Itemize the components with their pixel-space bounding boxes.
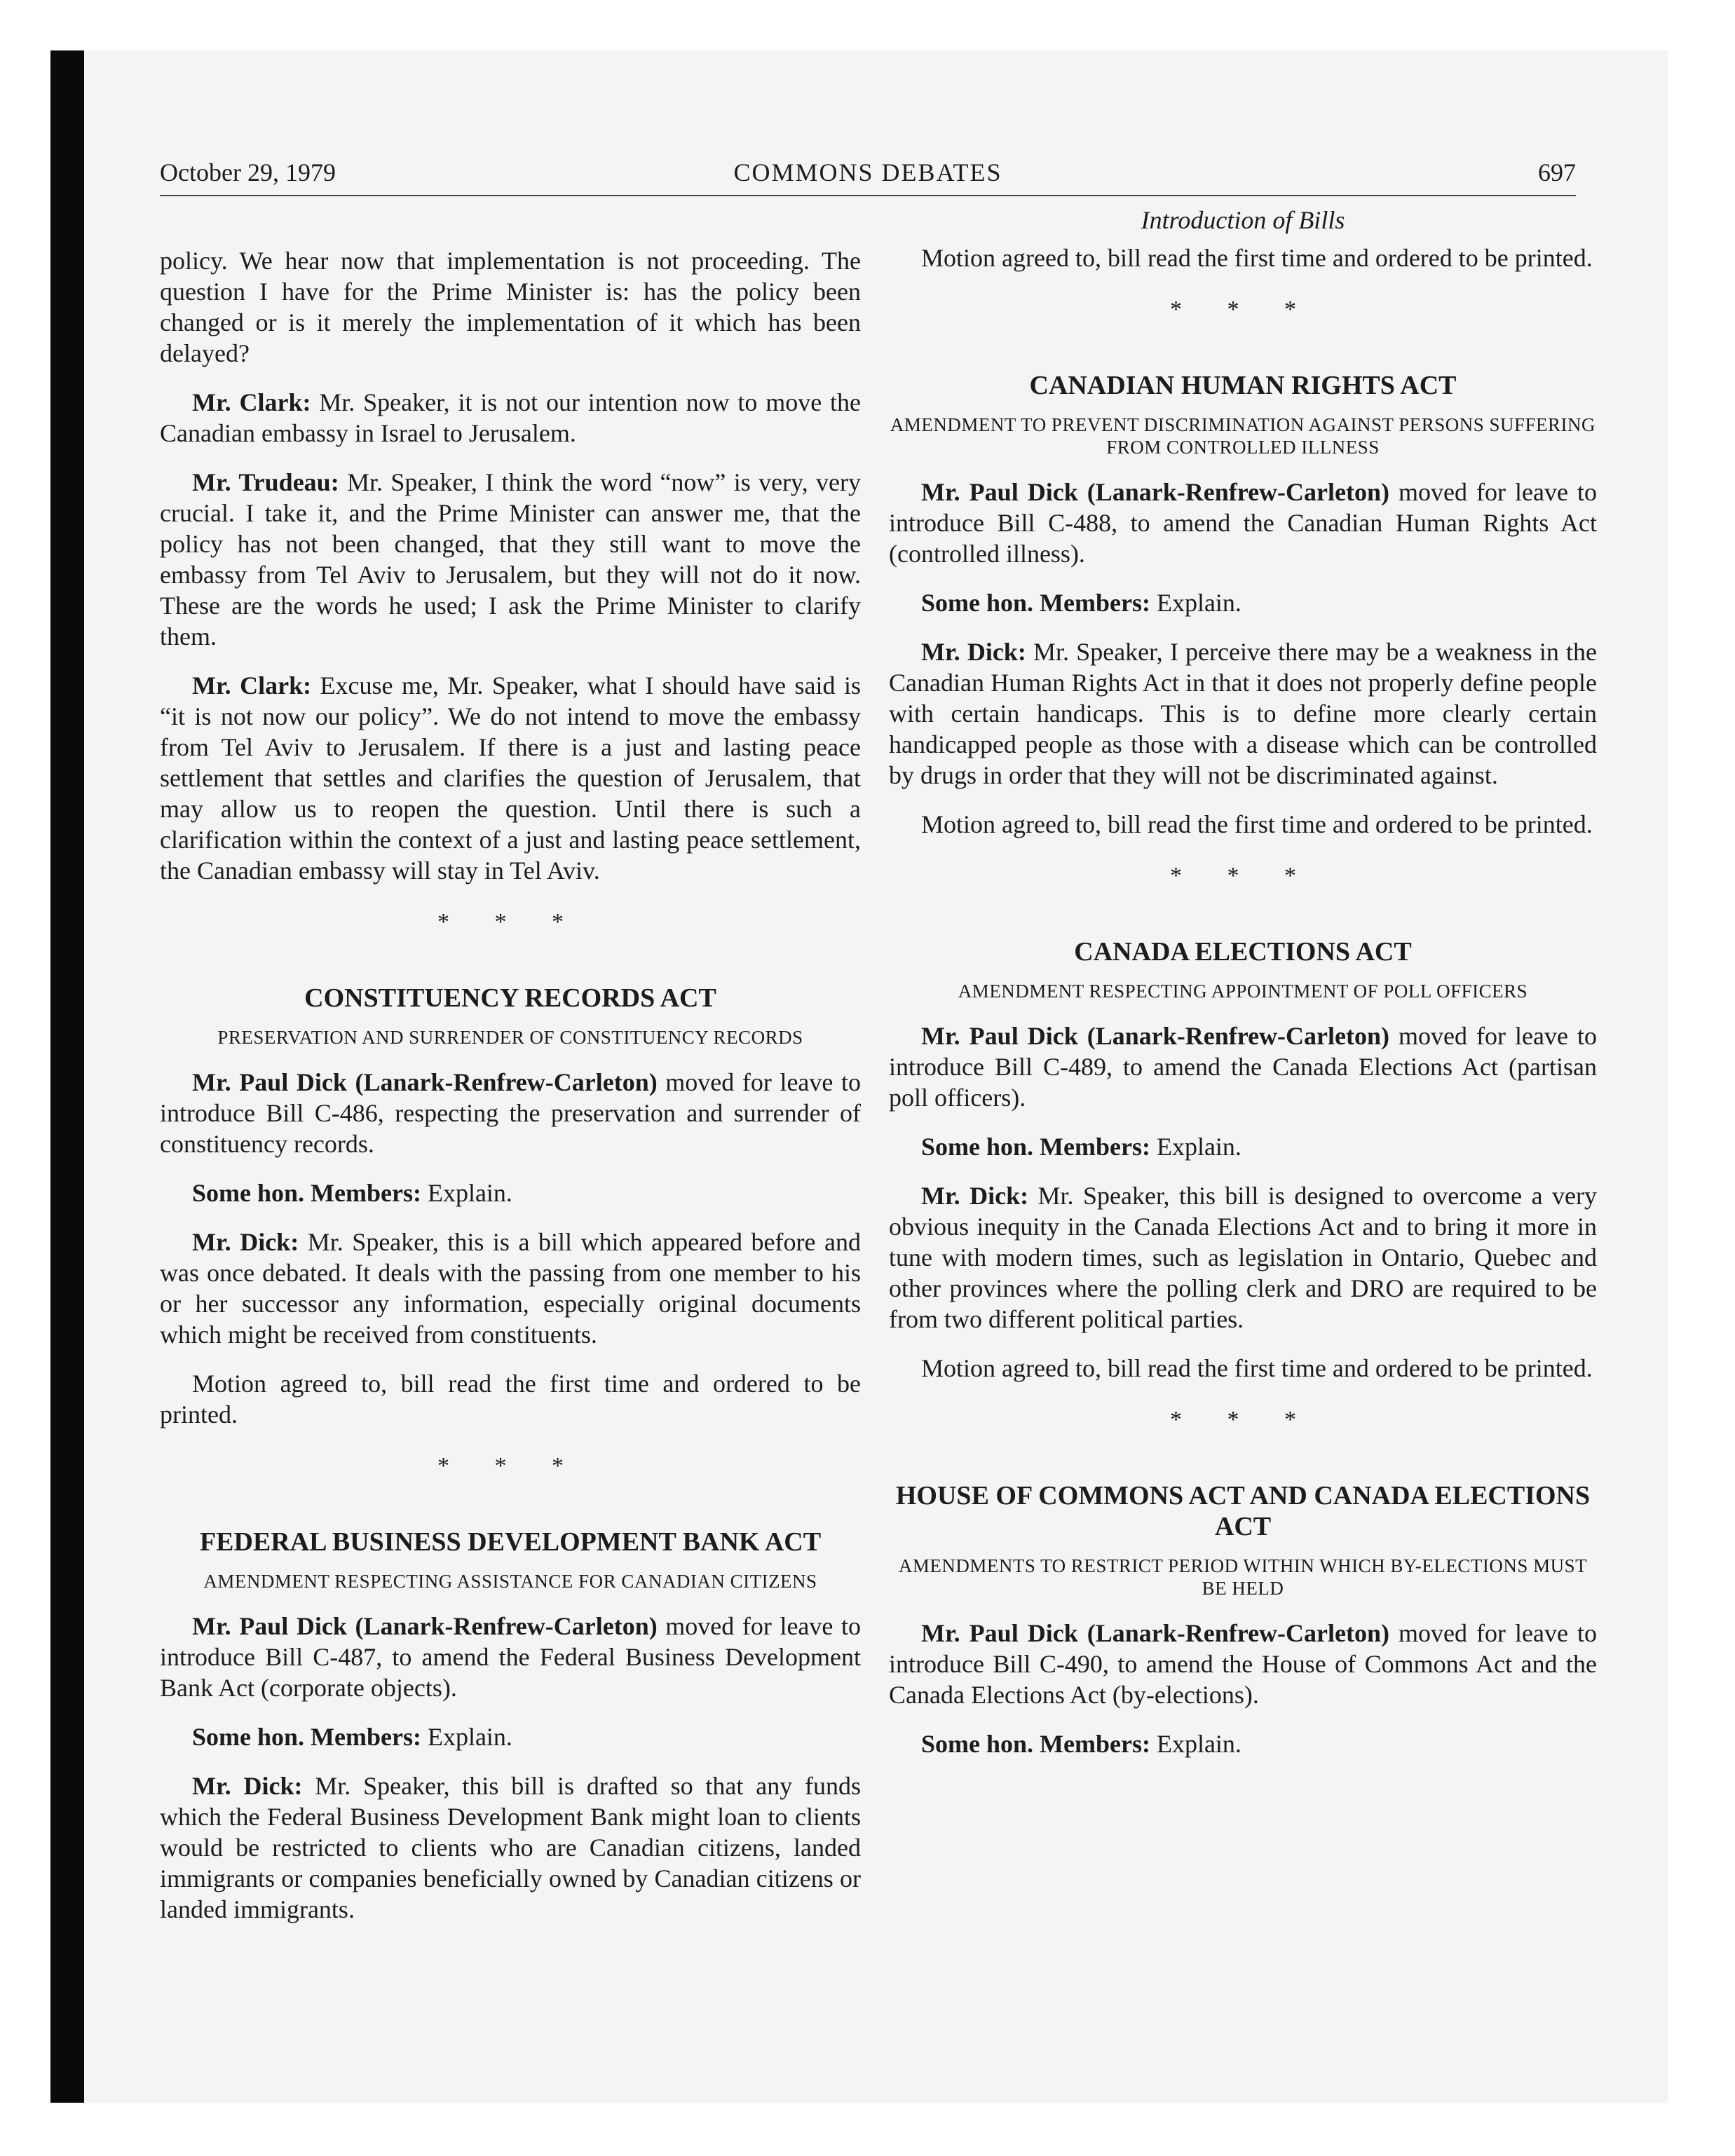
- paragraph: [160, 1227, 861, 1350]
- speaker-name: Mr. Dick:: [921, 1182, 1029, 1210]
- section-title: CANADA ELECTIONS ACT: [1074, 937, 1412, 967]
- speaker-name: Mr. Dick:: [192, 1228, 299, 1256]
- speech-text: moved for leave to introduce Bill C-488, to amend the Canadian Human Rights Act (controlled illness).: [889, 478, 1597, 568]
- section-divider: * * *: [1170, 1407, 1316, 1433]
- paragraph: [889, 636, 1597, 791]
- speech-text: moved for leave to introduce Bill C-486, respecting the preservation and surrender of constituency records.: [160, 1068, 861, 1158]
- speaker-name: Mr. Dick:: [192, 1772, 303, 1800]
- section-subtitle: AMENDMENTS TO RESTRICT PERIOD WITHIN WHICH BY-ELECTIONS MUST BE HELD: [898, 1555, 1588, 1599]
- section-title: FEDERAL BUSINESS DEVELOPMENT BANK ACT: [199, 1527, 822, 1557]
- paragraph: [889, 587, 1597, 618]
- section-divider: * * *: [1170, 863, 1316, 889]
- speech-text: Mr. Speaker, this bill is drafted so that any funds which the Federal Business Development Bank might loan to clients would be restricted to clients who are Canadian citizens, landed immigrants or companies beneficially owned by Canadian citizens or landed immigrants.: [160, 1772, 862, 1923]
- paragraph: [889, 1180, 1597, 1335]
- speaker-name: Mr. Paul Dick (Lanark-Renfrew-Carleton): [921, 1619, 1389, 1647]
- paragraph: Motion agreed to, bill read the first time and ordered to be printed.: [160, 1370, 861, 1428]
- speaker-name: Mr. Paul Dick (Lanark-Renfrew-Carleton): [921, 478, 1389, 506]
- speaker-name: Some hon. Members:: [921, 589, 1150, 617]
- paragraph: [160, 1067, 861, 1159]
- speaker-name: Mr. Paul Dick (Lanark-Renfrew-Carleton): [921, 1022, 1389, 1050]
- section-subtitle: AMENDMENT RESPECTING ASSISTANCE FOR CANADIAN CITIZENS: [203, 1571, 817, 1592]
- speaker-name: Mr. Dick:: [921, 638, 1026, 666]
- speech-text: Mr. Speaker, I think the word “now” is very, very crucial. I take it, and the Prime Minister can answer me, that the policy has not been changed, that they still want to move the embassy from Tel Aviv to Jerusalem, but they will not do it now. These are the words he used; I ask the Prime Minister to clarify them.: [160, 468, 861, 650]
- paragraph: [160, 467, 861, 652]
- section-subtitle: AMENDMENT RESPECTING APPOINTMENT OF POLL OFFICERS: [958, 981, 1528, 1002]
- speaker-name: Some hon. Members:: [921, 1730, 1150, 1758]
- section-divider: * * *: [437, 1453, 583, 1479]
- page-header: [160, 153, 1576, 196]
- page-number: 697: [1538, 158, 1576, 186]
- section-divider: * * *: [1170, 296, 1316, 322]
- paragraph: [160, 1770, 861, 1925]
- paragraph: [160, 387, 861, 449]
- paragraph: [889, 1131, 1597, 1162]
- speaker-name: Mr. Clark:: [192, 671, 312, 700]
- paragraph: Motion agreed to, bill read the first time and ordered to be printed.: [921, 810, 1593, 838]
- section-divider: * * *: [437, 909, 583, 935]
- speech-text: Mr. Speaker, this is a bill which appeared before and was once debated. It deals with the passing from one member to his or her successor any information, especially original documents which might be received from constituents.: [160, 1228, 862, 1349]
- speech-text: Mr. Speaker, this bill is designed to overcome a very obvious inequity in the Canada Elections Act and to bring it more in tune with modern times, such as legislation in Ontario, Quebec and other provinces where the polling clerk and DRO are required to be from two different political parties.: [889, 1182, 1597, 1333]
- paragraph: [889, 1618, 1597, 1710]
- header-title: COMMONS DEBATES: [733, 158, 1002, 186]
- section-subtitle: AMENDMENT TO PREVENT DISCRIMINATION AGAINST PERSONS SUFFERING FROM CONTROLLED ILLNESS: [890, 414, 1596, 458]
- speech-text: Explain.: [1150, 1730, 1241, 1758]
- left-column: [160, 245, 861, 1943]
- paragraph: [160, 670, 861, 886]
- speaker-name: Some hon. Members:: [192, 1723, 421, 1751]
- paragraph: policy. We hear now that implementation is not proceeding. The question I have for the Prime Minister is: has the policy been changed or is it merely the implementation of it which has been delayed?: [160, 247, 861, 367]
- right-column: [889, 205, 1597, 1778]
- speaker-name: Mr. Clark:: [192, 388, 311, 416]
- speaker-name: Mr. Trudeau:: [192, 468, 339, 496]
- running-head: Introduction of Bills: [1141, 206, 1345, 234]
- paragraph: [160, 1721, 861, 1752]
- paragraph: [160, 1611, 861, 1703]
- speech-text: Mr. Speaker, it is not our intention now to move the Canadian embassy in Israel to Jerusalem.: [160, 388, 862, 447]
- header-date: October 29, 1979: [160, 158, 336, 186]
- speech-text: Mr. Speaker, I perceive there may be a weakness in the Canadian Human Rights Act in that it does not properly define people with certain handicaps. This is to define more clearly certain handicapped people as those with a disease which can be controlled by drugs in order that they will not be discriminated against.: [889, 638, 1598, 789]
- speech-text: Explain.: [421, 1723, 512, 1751]
- scan-edge: [50, 50, 84, 2103]
- section-subtitle: PRESERVATION AND SURRENDER OF CONSTITUENCY RECORDS: [217, 1027, 803, 1048]
- speech-text: Excuse me, Mr. Speaker, what I should have said is “it is not now our policy”. We do not intend to move the embassy from Tel Aviv to Jerusalem. If there is a just and lasting peace settlement that settles and clarifies the question of Jerusalem, that may allow us to reopen the question. Until there is such a clarification within the context of a just and lasting peace settlement, the Canadian embassy will stay in Tel Aviv.: [160, 671, 862, 885]
- speech-text: Explain.: [1150, 1133, 1241, 1161]
- speaker-name: Mr. Paul Dick (Lanark-Renfrew-Carleton): [192, 1612, 658, 1640]
- speech-text: moved for leave to introduce Bill C-487, to amend the Federal Business Development Bank Act (corporate objects).: [160, 1612, 861, 1702]
- paragraph: Motion agreed to, bill read the first time and ordered to be printed.: [921, 1354, 1593, 1382]
- speaker-name: Some hon. Members:: [192, 1179, 421, 1207]
- section-title: CONSTITUENCY RECORDS ACT: [304, 983, 716, 1013]
- paragraph: [889, 1728, 1597, 1759]
- speaker-name: Mr. Paul Dick (Lanark-Renfrew-Carleton): [192, 1068, 658, 1096]
- section-title: HOUSE OF COMMONS ACT AND CANADA ELECTIONS ACT: [895, 1481, 1591, 1541]
- speech-text: Explain.: [421, 1179, 512, 1207]
- speech-text: moved for leave to introduce Bill C-489, to amend the Canada Elections Act (partisan poll officers).: [889, 1022, 1597, 1112]
- paragraph: Motion agreed to, bill read the first time and ordered to be printed.: [921, 244, 1593, 272]
- speaker-name: Some hon. Members:: [921, 1133, 1150, 1161]
- speech-text: Explain.: [1150, 589, 1241, 617]
- speech-text: moved for leave to introduce Bill C-490, to amend the House of Commons Act and the Canada Elections Act (by-elections).: [889, 1619, 1597, 1709]
- paragraph: [160, 1178, 861, 1208]
- paragraph: [889, 477, 1597, 569]
- paragraph: [889, 1021, 1597, 1113]
- section-title: CANADIAN HUMAN RIGHTS ACT: [1029, 371, 1457, 400]
